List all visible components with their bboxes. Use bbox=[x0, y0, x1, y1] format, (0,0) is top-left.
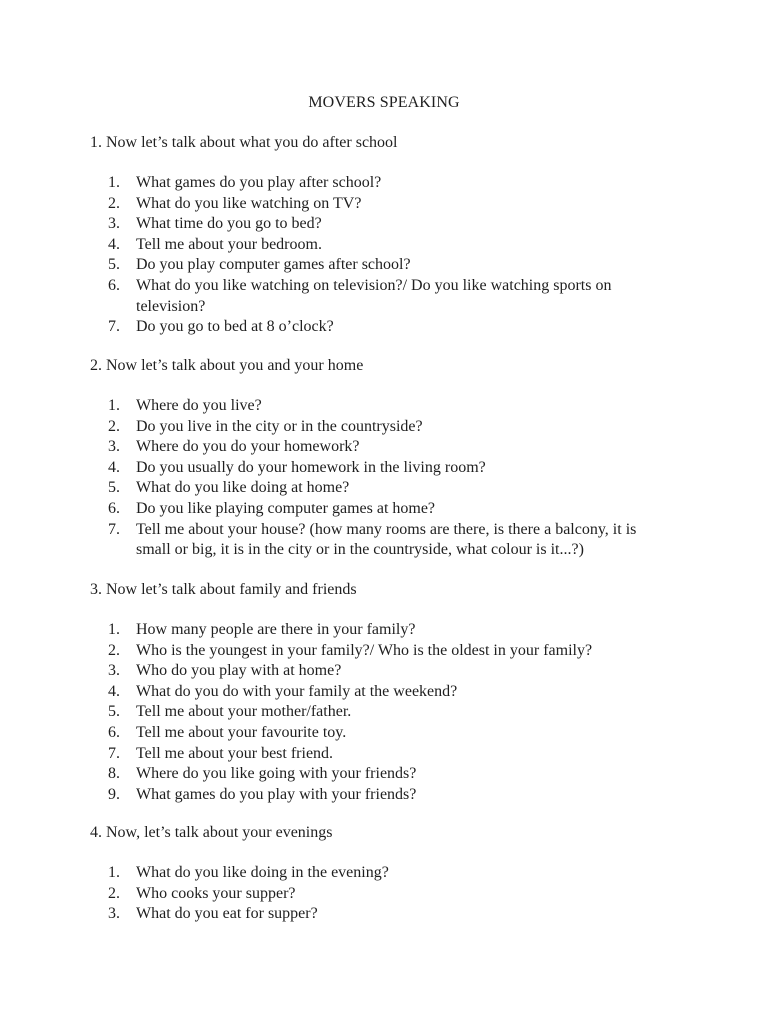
question-number: 1. bbox=[108, 397, 120, 414]
question-number: 5. bbox=[108, 256, 120, 274]
question-number: 9. bbox=[108, 785, 120, 803]
question-text: Do you usually do your homework in the living room? bbox=[136, 458, 486, 476]
question-number: 7. bbox=[108, 318, 120, 336]
section-heading: 4. Now, let’s talk about your evenings bbox=[90, 824, 333, 841]
question-text: Tell me about your favourite toy. bbox=[136, 723, 347, 741]
question-number: 7. bbox=[108, 744, 120, 762]
question-text: What do you like watching on TV? bbox=[136, 194, 362, 212]
question-text: What time do you go to bed? bbox=[136, 215, 322, 233]
question-number: 3. bbox=[108, 215, 120, 233]
question-item bbox=[0, 764, 768, 785]
question-number: 5. bbox=[108, 703, 120, 721]
question-item bbox=[0, 863, 768, 884]
section-heading: 3. Now let’s talk about family and friends bbox=[90, 581, 357, 598]
question-text: What do you like doing at home? bbox=[136, 479, 350, 497]
question-number: 6. bbox=[108, 723, 120, 741]
question-text: What do you like watching on television?/ Do you like watching sports on television? bbox=[136, 276, 612, 315]
question-number: 1. bbox=[108, 621, 120, 638]
question-item bbox=[0, 904, 768, 925]
question-text: Who do you play with at home? bbox=[136, 662, 342, 680]
question-number: 8. bbox=[108, 765, 120, 783]
question-item bbox=[0, 417, 768, 438]
question-item bbox=[0, 214, 768, 235]
question-list bbox=[0, 173, 768, 338]
question-number: 6. bbox=[108, 499, 120, 517]
question-text: Tell me about your mother/father. bbox=[136, 703, 352, 721]
question-item bbox=[0, 723, 768, 744]
question-item bbox=[0, 437, 768, 458]
question-text: Do you play computer games after school? bbox=[136, 256, 411, 274]
question-number: 2. bbox=[108, 884, 120, 902]
question-item bbox=[0, 317, 768, 338]
question-text: Do you like playing computer games at home? bbox=[136, 499, 436, 517]
question-text: Who is the youngest in your family?/ Who is the oldest in your family? bbox=[136, 641, 593, 659]
question-text: Tell me about your house? (how many rooms are there, is there a balcony, it is small or big, it is in the city or in the countryside, what colour is it...?) bbox=[136, 520, 637, 559]
question-item bbox=[0, 641, 768, 662]
question-text: How many people are there in your family? bbox=[136, 621, 416, 638]
question-list bbox=[0, 863, 768, 925]
question-number: 4. bbox=[108, 458, 120, 476]
question-text: Where do you do your homework? bbox=[136, 438, 360, 456]
question-item bbox=[0, 884, 768, 905]
question-number: 3. bbox=[108, 905, 120, 923]
question-item bbox=[0, 744, 768, 765]
question-text: What do you eat for supper? bbox=[136, 905, 318, 923]
question-number: 4. bbox=[108, 682, 120, 700]
question-item bbox=[0, 478, 768, 499]
question-text: Where do you live? bbox=[136, 397, 262, 414]
question-text: What games do you play with your friends? bbox=[136, 785, 417, 803]
question-item bbox=[0, 520, 768, 561]
question-item bbox=[0, 255, 768, 276]
question-item bbox=[0, 235, 768, 256]
question-item bbox=[0, 396, 768, 417]
document-title: MOVERS SPEAKING bbox=[308, 94, 460, 111]
question-number: 7. bbox=[108, 520, 120, 538]
question-item bbox=[0, 173, 768, 194]
question-item bbox=[0, 499, 768, 520]
question-number: 2. bbox=[108, 417, 120, 435]
question-item bbox=[0, 661, 768, 682]
question-text: What games do you play after school? bbox=[136, 174, 382, 191]
question-number: 2. bbox=[108, 641, 120, 659]
question-text: Do you live in the city or in the countryside? bbox=[136, 417, 423, 435]
question-text: Tell me about your best friend. bbox=[136, 744, 334, 762]
question-list bbox=[0, 620, 768, 805]
question-number: 5. bbox=[108, 479, 120, 497]
question-number: 2. bbox=[108, 194, 120, 212]
question-item bbox=[0, 682, 768, 703]
question-number: 1. bbox=[108, 174, 120, 191]
question-number: 3. bbox=[108, 662, 120, 680]
question-item bbox=[0, 458, 768, 479]
question-item bbox=[0, 785, 768, 806]
question-text: What do you do with your family at the weekend? bbox=[136, 682, 458, 700]
question-number: 3. bbox=[108, 438, 120, 456]
question-number: 1. bbox=[108, 864, 120, 881]
question-number: 4. bbox=[108, 235, 120, 253]
question-item bbox=[0, 620, 768, 641]
question-item bbox=[0, 702, 768, 723]
question-text: Tell me about your bedroom. bbox=[136, 235, 322, 253]
question-text: What do you like doing in the evening? bbox=[136, 864, 389, 881]
question-item bbox=[0, 276, 768, 317]
question-item bbox=[0, 194, 768, 215]
section-heading: 2. Now let’s talk about you and your home bbox=[90, 357, 364, 374]
question-number: 6. bbox=[108, 276, 120, 294]
question-text: Where do you like going with your friends? bbox=[136, 765, 417, 783]
question-list bbox=[0, 396, 768, 561]
question-text: Who cooks your supper? bbox=[136, 884, 296, 902]
question-text: Do you go to bed at 8 o’clock? bbox=[136, 318, 334, 336]
section-heading: 1. Now let’s talk about what you do after school bbox=[90, 134, 398, 151]
